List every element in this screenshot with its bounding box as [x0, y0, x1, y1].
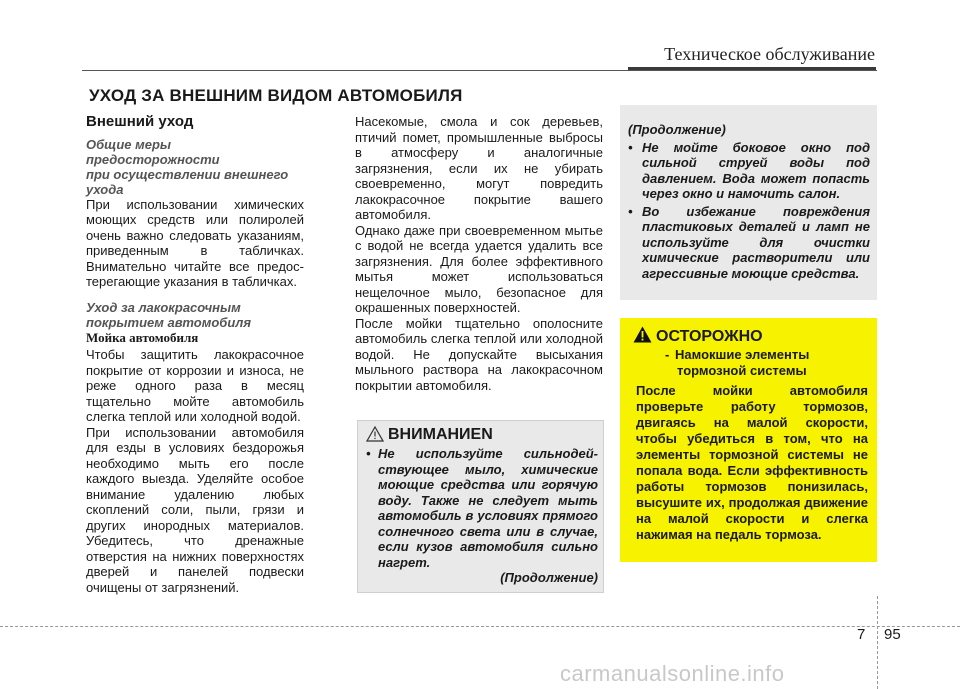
- watermark: carmanualsonline.info: [560, 661, 785, 686]
- chapter-header-title: Техническое обслуживание: [664, 44, 875, 64]
- warning-text: После мойки автомобиля проверьте работу тормозов, двигаясь на малой скорости, чтобы убедиться в том, что на элементы тормозной системы не попала вода. Если эффективность работы тормозов понизилась, высушите их, продолжая движение на малой скорости и слегка нажимая на педаль тормоза.: [636, 383, 868, 542]
- washing-subheading: Мойка автомобиля: [86, 329, 199, 345]
- notice-continued: (Продолжение): [500, 570, 598, 585]
- paint-care-subheading: [86, 300, 304, 330]
- caution-triangle-icon: [366, 426, 384, 447]
- header-thin-rule: [82, 70, 877, 71]
- warning-title: ОСТОРОЖНО: [656, 328, 763, 345]
- continued-bullet-1: •: [628, 139, 633, 155]
- rinse-paragraph: После мойки тщательно ополосните автомобиль слегка теплой или холодной водой. Не допускайте высыхания мыльного раствора на лакокрасочном покрытии автомобиля.: [355, 315, 603, 393]
- precautions-paragraph: При использовании химических моющих средств или полиролей очень важно следовать указаниям, приведенным в табличках. Внимательно читайте все предос-терегающие указания в табличках.: [86, 196, 304, 289]
- page-number: 95: [884, 626, 901, 643]
- exterior-care-heading: Внешний уход: [86, 113, 194, 130]
- warning-subtitle-line2: тормозной системы: [677, 363, 807, 378]
- precautions-subheading: [86, 137, 304, 197]
- warning-subtitle-line1: Намокшие элементы: [675, 347, 810, 362]
- warning-triangle-icon: [633, 326, 652, 348]
- continued-bullet-2: •: [628, 203, 633, 219]
- washing-paragraph-2: При использовании автомобиля для езды в условиях бездорожья необходимо мыть его после каждого выезда. Уделяйте особое внимание удалению любых скоплений соли, пыли, грязи и других инородных материалов. Убедитесь, что дренажные отверстия на нижних поверхностях дверей и панелей подвески очищены от загрязнений.: [86, 424, 304, 595]
- warning-subtitle: [665, 347, 809, 379]
- section-title: УХОД ЗА ВНЕШНИМ ВИДОМ АВТОМОБИЛЯ: [89, 86, 463, 105]
- notice-body: [366, 446, 598, 586]
- continued-body: [628, 122, 870, 281]
- continued-label: (Продолжение): [628, 122, 726, 137]
- notice-text: Не используйте сильнодей-ствующее мыло, химические моющие средства или горячую воду. Также не следует мыть автомобиль в условиях прямого солнечного света или в случае, если кузов автомобиля сильно нагрет.: [378, 446, 598, 570]
- footer-divider: [877, 596, 878, 689]
- column-left: [86, 114, 304, 595]
- notice-bullet: •: [366, 446, 371, 461]
- notice-title: ВНИМАНИЕN: [388, 426, 493, 443]
- column-middle: [355, 114, 603, 393]
- warning-dash: -: [665, 347, 670, 362]
- continued-item-1: Не мойте боковое окно под сильной струей воды под давлением. Вода может попасть через окно и намочить салон.: [642, 139, 870, 201]
- footer-rule: [0, 626, 960, 627]
- paint-care-subheading-line1: Уход за лакокрасочным: [86, 299, 241, 315]
- precautions-subheading-line2: при осуществлении внешнего: [86, 166, 289, 182]
- washing-paragraph-1: Чтобы защитить лакокрасочное покрытие от коррозии и износа, не реже одного раза в месяц тщательно мойте автомобиль слегка теплой или холодной водой.: [86, 347, 304, 424]
- precautions-subheading-line1: Общие меры предосторожности: [86, 136, 220, 167]
- precautions-subheading-line3: ухода: [86, 181, 124, 197]
- chapter-number: 7: [857, 626, 866, 643]
- soap-paragraph: Однако даже при своевременном мытье с водой не всегда удается удалить все загрязнения. Для более эффективного мытья может использоваться нещелочное мыло, безопасное для окрашенных поверхностей.: [355, 222, 603, 315]
- paint-care-subheading-line2: покрытием автомобиля: [86, 314, 252, 330]
- contaminants-paragraph: Насекомые, смола и сок деревьев, птичий помет, промышленные выбросы в атмосферу и аналогичные загрязнения, если их не убирать своевременно, могут повредить лакокрасочное покрытие вашего автомобиля.: [355, 114, 603, 222]
- continued-item-2: Во избежание повреждения пластиковых деталей и ламп не используйте для очистки химические растворители или агрессивные моющие средства.: [642, 203, 870, 281]
